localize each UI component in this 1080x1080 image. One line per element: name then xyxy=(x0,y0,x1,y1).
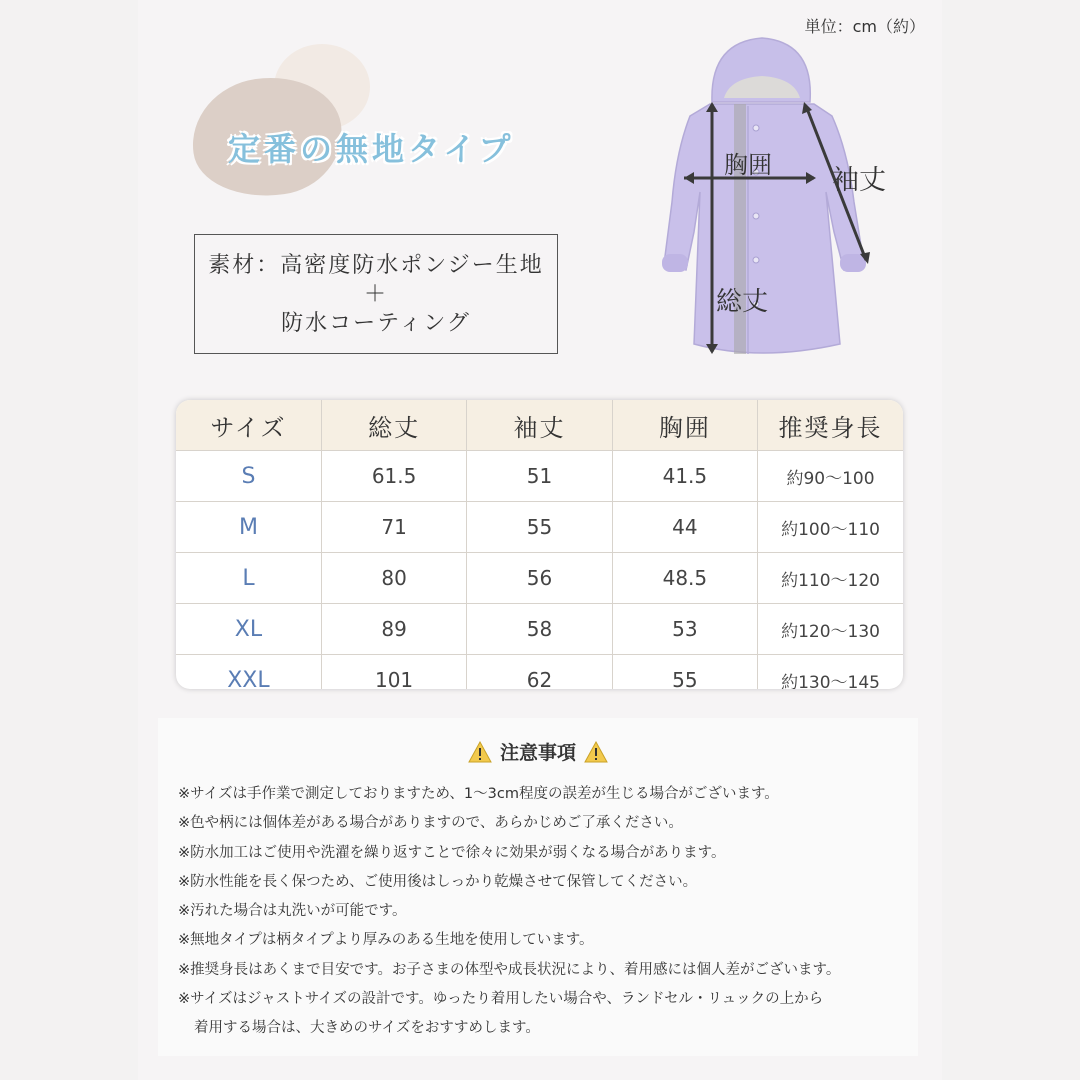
cell-sleeve: 55 xyxy=(467,502,612,553)
header-total-length: 総丈 xyxy=(321,400,466,451)
table-row xyxy=(176,451,903,502)
cell-height: 約120～130 xyxy=(758,604,903,655)
cell-sleeve: 51 xyxy=(467,451,612,502)
cell-size: M xyxy=(176,502,321,553)
cell-height: 約100～110 xyxy=(758,502,903,553)
note-item: ※無地タイプは柄タイプより厚みのある生地を使用しています。 xyxy=(178,932,594,949)
cell-height: 約130～145 xyxy=(758,655,903,690)
cell-chest: 41.5 xyxy=(612,451,757,502)
header-chest: 胸囲 xyxy=(612,400,757,451)
note-item-continuation: 着用する場合は、大きめのサイズをおすすめします。 xyxy=(194,1020,540,1037)
cell-total-length: 80 xyxy=(321,553,466,604)
header-sleeve: 袖丈 xyxy=(467,400,612,451)
chest-label: 胸囲 xyxy=(724,151,772,179)
header-height: 推奨身長 xyxy=(758,400,903,451)
cell-size: XXL xyxy=(176,655,321,690)
table-row xyxy=(176,655,903,690)
cell-total-length: 61.5 xyxy=(321,451,466,502)
material-line-3: 防水コーティング xyxy=(281,310,471,336)
note-item: ※防水加工はご使用や洗濯を繰り返すことで徐々に効果が弱くなる場合があります。 xyxy=(178,844,726,861)
table-row xyxy=(176,553,903,604)
notes-list xyxy=(178,780,908,1044)
note-item: ※防水性能を長く保つため、ご使用後はしっかり乾燥させて保管してください。 xyxy=(178,873,698,890)
note-item: ※サイズは手作業で測定しておりますため、1～3cm程度の誤差が生じる場合がございます。 xyxy=(178,786,779,802)
note-item: ※色や柄には個体差がある場合がありますので、あらかじめご了承ください。 xyxy=(178,815,683,832)
cell-chest: 48.5 xyxy=(612,553,757,604)
cell-chest: 55 xyxy=(612,655,757,690)
material-line-2: ＋ xyxy=(363,281,388,307)
material-line-1: 素材：高密度防水ポンジー生地 xyxy=(208,252,544,278)
cell-size: L xyxy=(176,553,321,604)
cell-total-length: 71 xyxy=(321,502,466,553)
table-row xyxy=(176,502,903,553)
table-header-row xyxy=(176,400,903,451)
note-item-text: ※サイズはジャストサイズの設計です。ゆったり着用したい場合や、ランドセル・リュックの上から xyxy=(178,991,824,1008)
size-table xyxy=(176,400,903,689)
warning-icon xyxy=(468,741,492,763)
cell-sleeve: 62 xyxy=(467,655,612,690)
header-size: サイズ xyxy=(176,400,321,451)
cell-chest: 53 xyxy=(612,604,757,655)
note-item xyxy=(178,985,908,1044)
cell-total-length: 89 xyxy=(321,604,466,655)
cell-height: 約90～100 xyxy=(758,451,903,502)
notes-header xyxy=(158,738,918,765)
raincoat-diagram xyxy=(650,32,900,372)
note-item: ※汚れた場合は丸洗いが可能です。 xyxy=(178,903,407,920)
length-label: 総丈 xyxy=(716,287,769,317)
cell-sleeve: 56 xyxy=(467,553,612,604)
cell-size: XL xyxy=(176,604,321,655)
cell-total-length: 101 xyxy=(321,655,466,690)
headline: 定番の無地タイプ xyxy=(228,130,515,168)
sleeve-label: 袖丈 xyxy=(832,165,886,196)
notes-title: 注意事項 xyxy=(499,742,576,764)
table-row xyxy=(176,604,903,655)
unit-note: 単位：cm（約） xyxy=(804,17,925,36)
cell-chest: 44 xyxy=(612,502,757,553)
cell-size: S xyxy=(176,451,321,502)
warning-icon xyxy=(584,741,608,763)
material-box xyxy=(194,234,558,354)
cell-sleeve: 58 xyxy=(467,604,612,655)
notes-panel xyxy=(158,718,918,1056)
note-item: ※推奨身長はあくまで目安です。お子さまの体型や成長状況により、着用感には個人差がございます。 xyxy=(178,961,841,978)
cell-height: 約110～120 xyxy=(758,553,903,604)
